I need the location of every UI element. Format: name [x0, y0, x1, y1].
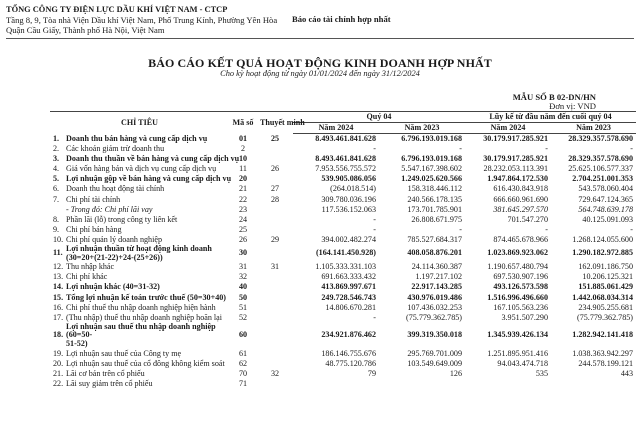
cell-q-2023: 103.549.649.009	[407, 358, 462, 368]
currency-unit: Đơn vị: VND	[549, 101, 596, 111]
cell-ytd-2023: 151.885.061.429	[578, 282, 633, 292]
cell-ytd-2024: 30.179.917.285.921	[483, 134, 548, 143]
cell-ytd-2024: 94.043.474.718	[497, 358, 548, 368]
cell-q-2023: 126	[449, 368, 462, 378]
row-note	[257, 349, 293, 359]
row-note: 25	[270, 133, 280, 143]
row-number: 10.	[53, 234, 64, 244]
row-label-line2: 51-52)	[66, 338, 88, 348]
row-code: 20	[238, 174, 248, 184]
cell-ytd-2023: 1.442.068.034.314	[572, 292, 633, 302]
header-q-2023: Năm 2023	[379, 123, 465, 134]
header-item: CHỈ TIÊU	[121, 117, 158, 127]
cell-q-2023: (75.779.362.785)	[406, 312, 462, 322]
header-quarter-group: Quý 04	[293, 112, 465, 123]
cell-ytd-2023	[551, 379, 636, 389]
row-label: Doanh thu hoạt động tài chính	[66, 184, 165, 194]
table-row	[50, 349, 636, 359]
cell-ytd-2024: 1.947.864.172.530	[487, 174, 548, 184]
cell-ytd-2023: -	[630, 224, 633, 234]
row-code: 70	[238, 368, 248, 378]
row-label: Tổng lợi nhuận kế toán trước thuế (50=30+40)	[66, 292, 226, 302]
cell-q-2023: 6.796.193.019.168	[401, 154, 462, 164]
table-row	[50, 205, 636, 215]
header-ytd-group: Lũy kế từ đầu năm đến cuối quý 04	[465, 112, 636, 123]
cell-ytd-2024: 3.951.507.290	[501, 312, 548, 322]
row-note	[257, 215, 293, 225]
cell-ytd-2024: 1.516.996.496.660	[487, 292, 548, 302]
cell-ytd-2024	[465, 379, 551, 389]
cell-q-2023: 240.566.178.135	[407, 194, 462, 204]
row-note	[257, 293, 293, 303]
report-type: Báo cáo tài chính hợp nhất	[292, 14, 391, 24]
cell-q-2023: 408.058.876.201	[407, 248, 462, 258]
row-note	[257, 144, 293, 154]
cell-ytd-2023: (75.779.362.785)	[577, 312, 633, 322]
table-row	[50, 134, 636, 145]
cell-q-2023: 173.701.785.901	[407, 204, 462, 214]
row-label: Lợi nhuận gộp về bán hàng và cung cấp dịch vụ	[66, 174, 232, 184]
cell-q-2024: -	[373, 224, 376, 234]
cell-q-2024: 186.146.755.676	[321, 348, 376, 358]
cell-ytd-2024: 1.023.869.923.062	[487, 248, 548, 258]
cell-ytd-2024: 697.530.907.196	[493, 272, 548, 282]
cell-ytd-2023: 40.125.091.093	[582, 214, 633, 224]
cell-q-2024: 1.105.333.331.103	[315, 262, 376, 272]
row-code: 31	[238, 262, 248, 272]
row-note: 26	[270, 164, 280, 174]
row-label: Chi phí quản lý doanh nghiệp	[66, 234, 162, 244]
report-period: Cho kỳ hoạt động từ ngày 01/01/2024 đến ngày 31/12/2024	[220, 69, 420, 78]
cell-q-2023: 1.249.025.620.566	[401, 174, 462, 184]
cell-ytd-2024: 1.251.895.951.416	[487, 348, 548, 358]
row-label: Doanh thu bán hàng và cung cấp dịch vụ	[66, 133, 208, 143]
row-note	[257, 245, 293, 262]
table-row	[50, 303, 636, 313]
row-note: 29	[270, 234, 280, 244]
row-label: Giá vốn hàng bán và dịch vụ cung cấp dịch vụ	[66, 164, 217, 174]
cell-ytd-2023: 1.290.182.972.885	[572, 248, 633, 258]
table-row	[50, 164, 636, 174]
row-number: 15.	[53, 292, 64, 302]
cell-ytd-2023: 564.748.639.178	[578, 204, 633, 214]
header-q-2024: Năm 2024	[293, 123, 379, 134]
cell-q-2023: 107.436.032.253	[407, 302, 462, 312]
row-label: Phần lãi (lỗ) trong công ty liên kết	[66, 214, 178, 224]
cell-q-2023: 5.547.167.398.602	[401, 164, 462, 174]
table-row	[50, 144, 636, 154]
cell-ytd-2023: 28.329.357.578.690	[568, 154, 633, 164]
row-number: 4.	[53, 164, 60, 174]
row-code: 32	[238, 272, 248, 282]
row-number: 21.	[53, 368, 64, 378]
table-row	[50, 369, 636, 379]
row-note	[257, 225, 293, 235]
row-code: 24	[238, 214, 248, 224]
row-code: 25	[238, 224, 248, 234]
row-number: 2.	[53, 144, 60, 154]
cell-q-2024: -	[373, 144, 376, 154]
row-label: Lợi nhuận sau thuế của Công ty mẹ	[66, 348, 182, 358]
cell-ytd-2023: 25.625.106.577.337	[568, 164, 633, 174]
company-address-line1: Tầng 8, 9, Tòa nhà Viện Dầu khí Việt Nam, Phố Trung Kính, Phường Yên Hòa	[6, 15, 278, 26]
cell-ytd-2024: 28.232.053.113.391	[483, 164, 548, 174]
cell-ytd-2024: 701.547.270	[507, 214, 548, 224]
cell-q-2024: 413.869.997.671	[321, 282, 376, 292]
cell-ytd-2024: 666.660.961.690	[493, 194, 548, 204]
row-number: 17.	[53, 312, 64, 322]
row-code: 52	[238, 312, 248, 322]
cell-q-2024: 249.728.546.743	[321, 292, 376, 302]
income-statement-table	[50, 111, 636, 389]
table-row	[50, 282, 636, 292]
row-number: 1.	[53, 133, 60, 143]
cell-ytd-2023: 244.578.199.121	[578, 358, 633, 368]
row-code: 51	[238, 302, 248, 312]
header-note: Thuyết minh	[260, 117, 305, 127]
row-number: 6.	[53, 184, 60, 194]
row-code: 22	[238, 194, 248, 204]
row-note	[257, 313, 293, 323]
row-label: Thu nhập khác	[66, 262, 115, 272]
row-label: (Thu nhập) thuế thu nhập doanh nghiệp hoãn lại	[66, 312, 222, 322]
header-code: Mã số	[232, 118, 254, 128]
row-label-line2: (30=20+(21-22)+24-(25+26))	[66, 252, 163, 262]
cell-q-2024: 691.663.333.432	[321, 272, 376, 282]
cell-q-2024: 14.806.670.281	[325, 302, 376, 312]
header-divider	[6, 38, 634, 39]
cell-q-2024: 48.775.120.786	[325, 358, 376, 368]
row-note	[257, 303, 293, 313]
cell-q-2023: -	[459, 224, 462, 234]
row-code: 10	[238, 154, 248, 164]
form-code: MẪU SỐ B 02-DN/HN	[512, 92, 596, 102]
row-label: Chi phí bán hàng	[66, 224, 122, 234]
cell-ytd-2023: 2.704.251.001.353	[572, 174, 633, 184]
row-label	[63, 323, 229, 349]
company-address-line2: Quận Cầu Giấy, Thành phố Hà Nội, Việt Nam	[6, 25, 165, 36]
row-number: 12.	[53, 262, 64, 272]
cell-q-2023: 6.796.193.019.168	[401, 134, 462, 143]
cell-q-2024: 394.002.482.274	[321, 234, 376, 244]
cell-ytd-2023: 1.282.942.141.418	[572, 330, 633, 340]
cell-ytd-2023: 729.647.124.365	[578, 194, 633, 204]
cell-ytd-2024: 167.105.563.236	[493, 302, 548, 312]
row-code: 30	[238, 248, 248, 258]
table-row	[50, 174, 636, 184]
cell-ytd-2023: -	[630, 144, 633, 154]
row-label: Lãi cơ bản trên cổ phiếu	[66, 368, 145, 378]
cell-ytd-2023: 543.578.060.404	[578, 184, 633, 194]
row-number: 7.	[53, 194, 60, 204]
cell-ytd-2023: 1.268.124.055.600	[572, 234, 633, 244]
cell-q-2024: (164.141.450.928)	[315, 248, 376, 258]
cell-q-2024: 309.780.036.196	[321, 194, 376, 204]
table-row	[50, 323, 636, 349]
header-ytd-2023: Năm 2023	[551, 123, 636, 134]
cell-q-2024: 117.536.152.063	[321, 204, 376, 214]
cell-q-2024: 7.953.556.755.572	[315, 164, 376, 174]
row-label	[63, 245, 229, 262]
row-label: Lợi nhuận khác (40=31-32)	[66, 282, 160, 292]
row-note	[257, 174, 293, 184]
row-number: 9.	[53, 224, 60, 234]
row-note	[257, 359, 293, 369]
row-label-line1: Lợi nhuận sau thuế thu nhập doanh nghiệp (60=50-	[66, 321, 216, 340]
cell-q-2023: 785.527.684.317	[407, 234, 462, 244]
row-label: Chi phí tài chính	[66, 194, 121, 204]
cell-ytd-2024: 1.190.657.480.794	[487, 262, 548, 272]
cell-q-2024: 539.905.086.056	[321, 174, 376, 184]
row-number	[50, 205, 63, 215]
cell-q-2024	[293, 379, 379, 389]
cell-ytd-2024: 616.430.843.918	[493, 184, 548, 194]
row-code: 50	[238, 292, 248, 302]
cell-ytd-2023: 443	[620, 368, 633, 378]
cell-ytd-2023: 234.905.255.681	[578, 302, 633, 312]
row-code: 62	[238, 358, 248, 368]
company-name: TỔNG CÔNG TY ĐIỆN LỰC DẦU KHÍ VIỆT NAM - CTCP	[6, 5, 228, 14]
cell-ytd-2023: 1.038.363.942.297	[572, 348, 633, 358]
row-number: 14.	[53, 282, 64, 292]
row-number: 13.	[53, 272, 64, 282]
row-number: 5.	[53, 174, 60, 184]
row-code: 23	[238, 204, 248, 214]
row-number: 19.	[53, 348, 64, 358]
row-number: 20.	[53, 358, 64, 368]
row-note: 27	[270, 184, 280, 194]
row-note: 32	[270, 368, 280, 378]
cell-q-2023	[379, 379, 465, 389]
cell-ytd-2024: 381.645.297.570	[493, 204, 548, 214]
row-code: 21	[238, 184, 248, 194]
cell-q-2023: -	[459, 144, 462, 154]
cell-ytd-2023: 10.206.125.321	[582, 272, 633, 282]
row-code: 60	[238, 330, 248, 340]
table-row	[50, 272, 636, 282]
cell-q-2023: 399.319.350.018	[407, 330, 462, 340]
row-label-line1: Lợi nhuận thuần từ hoạt động kinh doanh	[66, 244, 212, 254]
cell-ytd-2024: 535	[535, 368, 548, 378]
row-number: 8.	[53, 214, 60, 224]
cell-q-2023: 430.976.019.486	[407, 292, 462, 302]
row-label: Chi phí khác	[66, 272, 108, 282]
cell-q-2023: 295.769.701.009	[407, 348, 462, 358]
cell-q-2024: 8.493.461.841.628	[315, 154, 376, 164]
table-row	[50, 184, 636, 194]
row-code: 26	[238, 234, 248, 244]
row-code: 61	[238, 348, 248, 358]
row-number: 22.	[53, 378, 64, 388]
cell-q-2023: 1.197.217.102	[415, 272, 462, 282]
table-row	[50, 154, 636, 164]
table-row	[50, 225, 636, 235]
cell-ytd-2024: 874.465.678.966	[493, 234, 548, 244]
table-row	[50, 245, 636, 262]
row-number: 3.	[53, 154, 60, 164]
row-label: Lãi suy giảm trên cổ phiếu	[66, 378, 153, 388]
table-row	[50, 359, 636, 369]
cell-q-2024: -	[373, 214, 376, 224]
table-row	[50, 379, 636, 389]
row-code: 40	[238, 282, 248, 292]
cell-q-2024: 8.493.461.841.628	[315, 134, 376, 143]
row-code: 2	[240, 144, 246, 154]
cell-ytd-2024: -	[545, 144, 548, 154]
cell-q-2023: 24.114.360.387	[411, 262, 462, 272]
row-label: - Trong đó: Chi phí lãi vay	[66, 204, 153, 214]
row-number: 18.	[53, 330, 64, 340]
cell-ytd-2024: 493.126.573.598	[493, 282, 548, 292]
cell-ytd-2023: 28.329.357.578.690	[568, 134, 633, 143]
row-code: 11	[239, 164, 247, 174]
table-row	[50, 215, 636, 225]
row-note	[257, 272, 293, 282]
cell-ytd-2024: -	[545, 224, 548, 234]
row-label: Lợi nhuận sau thuế của cổ đông không kiểm soát	[66, 358, 225, 368]
header-ytd-2024: Năm 2024	[465, 123, 551, 134]
row-note	[257, 205, 293, 215]
cell-q-2023: 22.917.143.285	[411, 282, 462, 292]
row-label: Các khoản giảm trừ doanh thu	[66, 144, 165, 154]
table-row	[50, 293, 636, 303]
row-number: 16.	[53, 302, 64, 312]
row-label: Doanh thu thuần về bán hàng và cung cấp dịch vụ	[66, 154, 240, 164]
cell-q-2024: (264.018.514)	[330, 184, 376, 194]
row-code: 71	[238, 378, 248, 388]
row-number: 11.	[53, 248, 63, 258]
row-note	[257, 282, 293, 292]
cell-ytd-2024: 30.179.917.285.921	[483, 154, 548, 164]
cell-ytd-2023: 162.091.186.750	[578, 262, 633, 272]
table-row	[50, 195, 636, 205]
report-title: BÁO CÁO KẾT QUẢ HOẠT ĐỘNG KINH DOANH HỢP NHẤT	[148, 56, 492, 70]
company-header	[6, 5, 277, 36]
cell-ytd-2024: 1.345.939.426.134	[487, 330, 548, 340]
row-note: 28	[270, 194, 280, 204]
row-label: Chi phí thuế thu nhập doanh nghiệp hiện hành	[66, 302, 216, 312]
table-row	[50, 262, 636, 272]
cell-q-2023: 26.808.671.975	[411, 214, 462, 224]
row-code: 01	[238, 133, 248, 143]
cell-q-2023: 158.318.446.112	[407, 184, 462, 194]
cell-q-2024: 79	[367, 368, 376, 378]
row-note	[257, 154, 293, 164]
cell-q-2024: -	[373, 312, 376, 322]
row-note: 31	[270, 262, 280, 272]
row-note	[257, 323, 293, 349]
cell-q-2024: 234.921.876.462	[321, 330, 376, 340]
row-note	[257, 379, 293, 389]
